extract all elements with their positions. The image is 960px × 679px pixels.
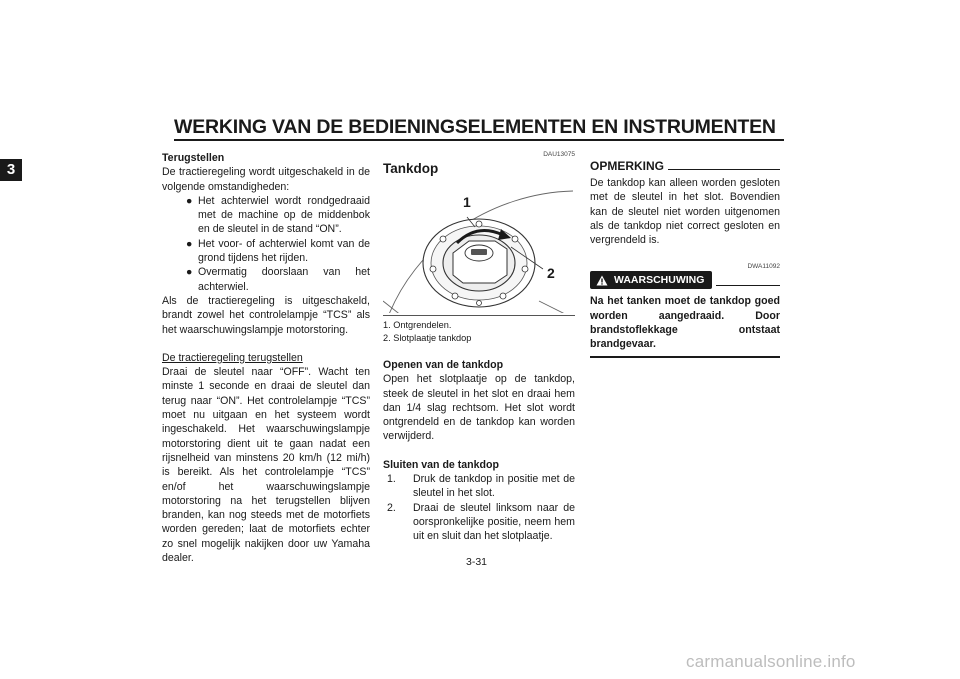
chapter-tab: 3 bbox=[0, 159, 22, 181]
fuel-cap-illustration bbox=[383, 183, 575, 313]
warning-body: Na het tanken moet de tankdop goed worden aangedraaid. Door brandstoflekkage ontstaat brandgevaar. bbox=[590, 295, 780, 351]
warning-badge bbox=[590, 271, 712, 289]
reset-body: Draai de sleutel naar “OFF”. Wacht ten minste 1 seconde en draai de sleutel dan terug naar “ON”. Het controlelampje “TCS” moet nu uitgaan en het systeem wordt ingeschakeld. Het waarschuwingslampje motorstoring dient uit te gaan nadat een rijsnelheid van minstens 20 km/h (12 mi/h) is bereikt. Als het controlelampje “TCS” en/of het waarschuwingslampje motorstoring na het terugstellen blijven branden, kan nog steeds met de motorfiets worden gereden; laat de motorfiets echter zo snel mogelijk nakijken door uw Yamaha dealer. bbox=[162, 366, 370, 565]
warning-code: DWA11092 bbox=[747, 263, 780, 271]
close-steps bbox=[383, 472, 575, 543]
figure-caption-2: 2. Slotplaatje tankdop bbox=[383, 332, 472, 343]
page-number: 3-31 bbox=[466, 556, 488, 568]
open-body: Open het slotplaatje op de tankdop, steek de sleutel in het slot en draai hem dan 1/4 slag rechtsom. Het slot wordt ontgrendeld en de tankdop kan worden verwijderd. bbox=[383, 373, 575, 443]
bullet-icon: ● bbox=[186, 194, 193, 207]
reset-subheading: De tractieregeling terugstellen bbox=[162, 351, 303, 364]
reset-heading: Terugstellen bbox=[162, 152, 225, 164]
list-item: ● Overmatig doorslaan van het achterwiel. bbox=[186, 266, 370, 293]
page-header-title: WERKING VAN DE BEDIENINGSELEMENTEN EN INSTRUMENTEN bbox=[174, 116, 776, 138]
section-title: Tankdop bbox=[383, 161, 439, 176]
warning-label: WAARSCHUWING bbox=[614, 274, 705, 287]
note-header bbox=[590, 159, 780, 173]
column-left bbox=[162, 151, 370, 565]
column-middle bbox=[383, 151, 575, 544]
reset-bullet-list bbox=[162, 194, 370, 294]
warning-triangle-icon bbox=[596, 275, 608, 286]
figure-label-1: 1 bbox=[463, 194, 471, 210]
figure-caption-1: 1. Ontgrendelen. bbox=[383, 320, 452, 330]
after-bullets-text: Als de tractieregeling is uitgeschakeld, brandt zowel het controlelampje “TCS” als het waarschuwingslampje motorstoring. bbox=[162, 294, 370, 336]
header-rule bbox=[174, 139, 784, 141]
fuel-cap-drawing bbox=[383, 183, 575, 313]
column-right bbox=[590, 151, 780, 358]
note-title: OPMERKING bbox=[590, 159, 665, 173]
warning-end-rule bbox=[590, 356, 780, 358]
list-item: ● Het voor- of achterwiel komt van de grond tijdens het rijden. bbox=[186, 237, 370, 265]
close-heading: Sluiten van de tankdop bbox=[383, 458, 499, 471]
open-heading: Openen van de tankdop bbox=[383, 359, 504, 371]
bullet-icon: ● bbox=[186, 266, 193, 279]
figure-label-2: 2 bbox=[547, 265, 555, 281]
list-item: 2. Draai de sleutel linksom naar de oorspronkelijke positie, neem hem uit en sluit dan het slotplaatje. bbox=[387, 501, 575, 543]
step-number: 2. bbox=[387, 501, 396, 514]
warning-header bbox=[590, 271, 780, 289]
section-code: DAU13075 bbox=[543, 151, 575, 158]
reset-intro: De tractieregeling wordt uitgeschakeld in de volgende omstandigheden: bbox=[162, 166, 370, 193]
figure-caption-rule bbox=[383, 315, 575, 316]
list-item: 1. Druk de tankdop in positie met de sleutel in het slot. bbox=[387, 473, 575, 500]
note-body: De tankdop kan alleen worden gesloten met de sleutel in het slot. Bovendien kan de sleutel niet worden uitgenomen als de tankdop niet correct gesloten en vergrendeld is. bbox=[590, 177, 780, 247]
bullet-icon: ● bbox=[186, 237, 193, 250]
step-number: 1. bbox=[387, 473, 396, 486]
list-item: ● Het achterwiel wordt rondgedraaid met de machine op de middenbok en de sleutel in de stand “ON”. bbox=[186, 194, 370, 236]
watermark: carmanualsonline.info bbox=[686, 652, 856, 671]
